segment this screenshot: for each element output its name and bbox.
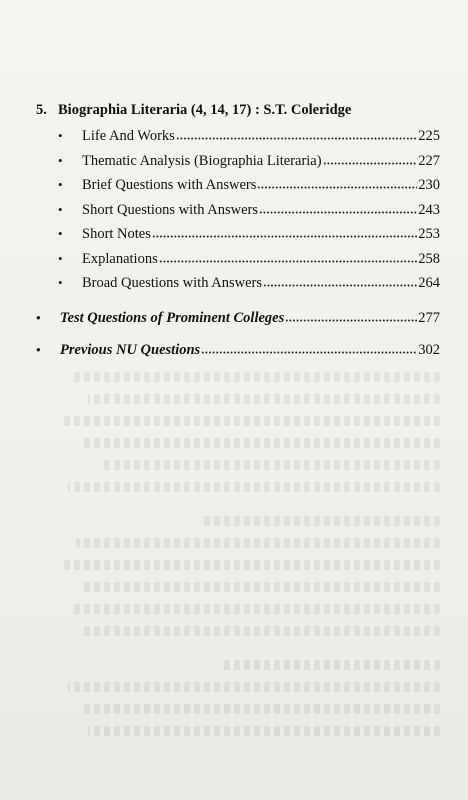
bullet-icon: • <box>58 275 63 290</box>
toc-entry-page: 230 <box>418 177 440 193</box>
bleed-through-text <box>40 360 440 748</box>
dot-leader <box>176 128 417 140</box>
toc-entry-page: 227 <box>418 152 440 169</box>
toc-entry-label: Life And Works <box>82 128 175 144</box>
toc-main-entry-label: Previous NU Questions <box>60 342 201 358</box>
toc-entry-page: 243 <box>418 201 440 218</box>
toc-entry <box>36 173 440 198</box>
bullet-icon: • <box>58 226 63 241</box>
section-heading <box>36 100 440 120</box>
toc-entry <box>36 271 440 296</box>
bullet-icon: • <box>36 309 41 325</box>
bullet-icon: • <box>58 128 63 143</box>
toc-entry-page: 264 <box>418 275 440 291</box>
toc-entry-label: Explanations <box>82 250 158 267</box>
toc-entry <box>36 222 440 247</box>
toc-main-entry-page: 277 <box>418 309 440 326</box>
dot-leader <box>263 275 417 287</box>
dot-leader <box>323 153 418 165</box>
bullet-icon: • <box>58 250 63 266</box>
toc-entry-label: Short Questions with Answers <box>82 201 259 218</box>
toc-main-entry <box>36 306 440 331</box>
dot-leader <box>152 226 417 238</box>
bullet-icon: • <box>36 342 41 357</box>
toc-main-entry-label: Test Questions of Prominent Colleges <box>60 309 285 326</box>
dot-leader <box>201 342 417 354</box>
toc-entry-label: Thematic Analysis (Biographia Literaria) <box>82 152 322 169</box>
toc-entry-label: Broad Questions with Answers <box>82 275 263 291</box>
section-title: Biographia Literaria (4, 14, 17) : S.T. Coleridge <box>58 102 352 118</box>
toc-main-entry-page: 302 <box>418 342 440 358</box>
toc-entry <box>36 149 440 174</box>
dot-leader <box>285 310 417 322</box>
table-of-contents <box>36 100 440 363</box>
toc-entry-label: Short Notes <box>82 226 151 242</box>
dot-leader <box>259 202 417 214</box>
toc-main-entry <box>36 338 440 363</box>
section-number: 5. <box>36 102 47 118</box>
bullet-icon: • <box>58 201 63 217</box>
bullet-icon: • <box>58 177 63 192</box>
toc-entry-page: 253 <box>418 226 440 242</box>
toc-entry <box>36 124 440 149</box>
toc-entry <box>36 198 440 223</box>
bullet-icon: • <box>58 152 63 168</box>
toc-entry-label: Brief Questions with Answers <box>82 177 257 193</box>
toc-entry-page: 258 <box>418 250 440 267</box>
dot-leader <box>257 177 417 189</box>
toc-entry-page: 225 <box>418 128 440 144</box>
dot-leader <box>159 251 418 263</box>
toc-entry <box>36 247 440 272</box>
